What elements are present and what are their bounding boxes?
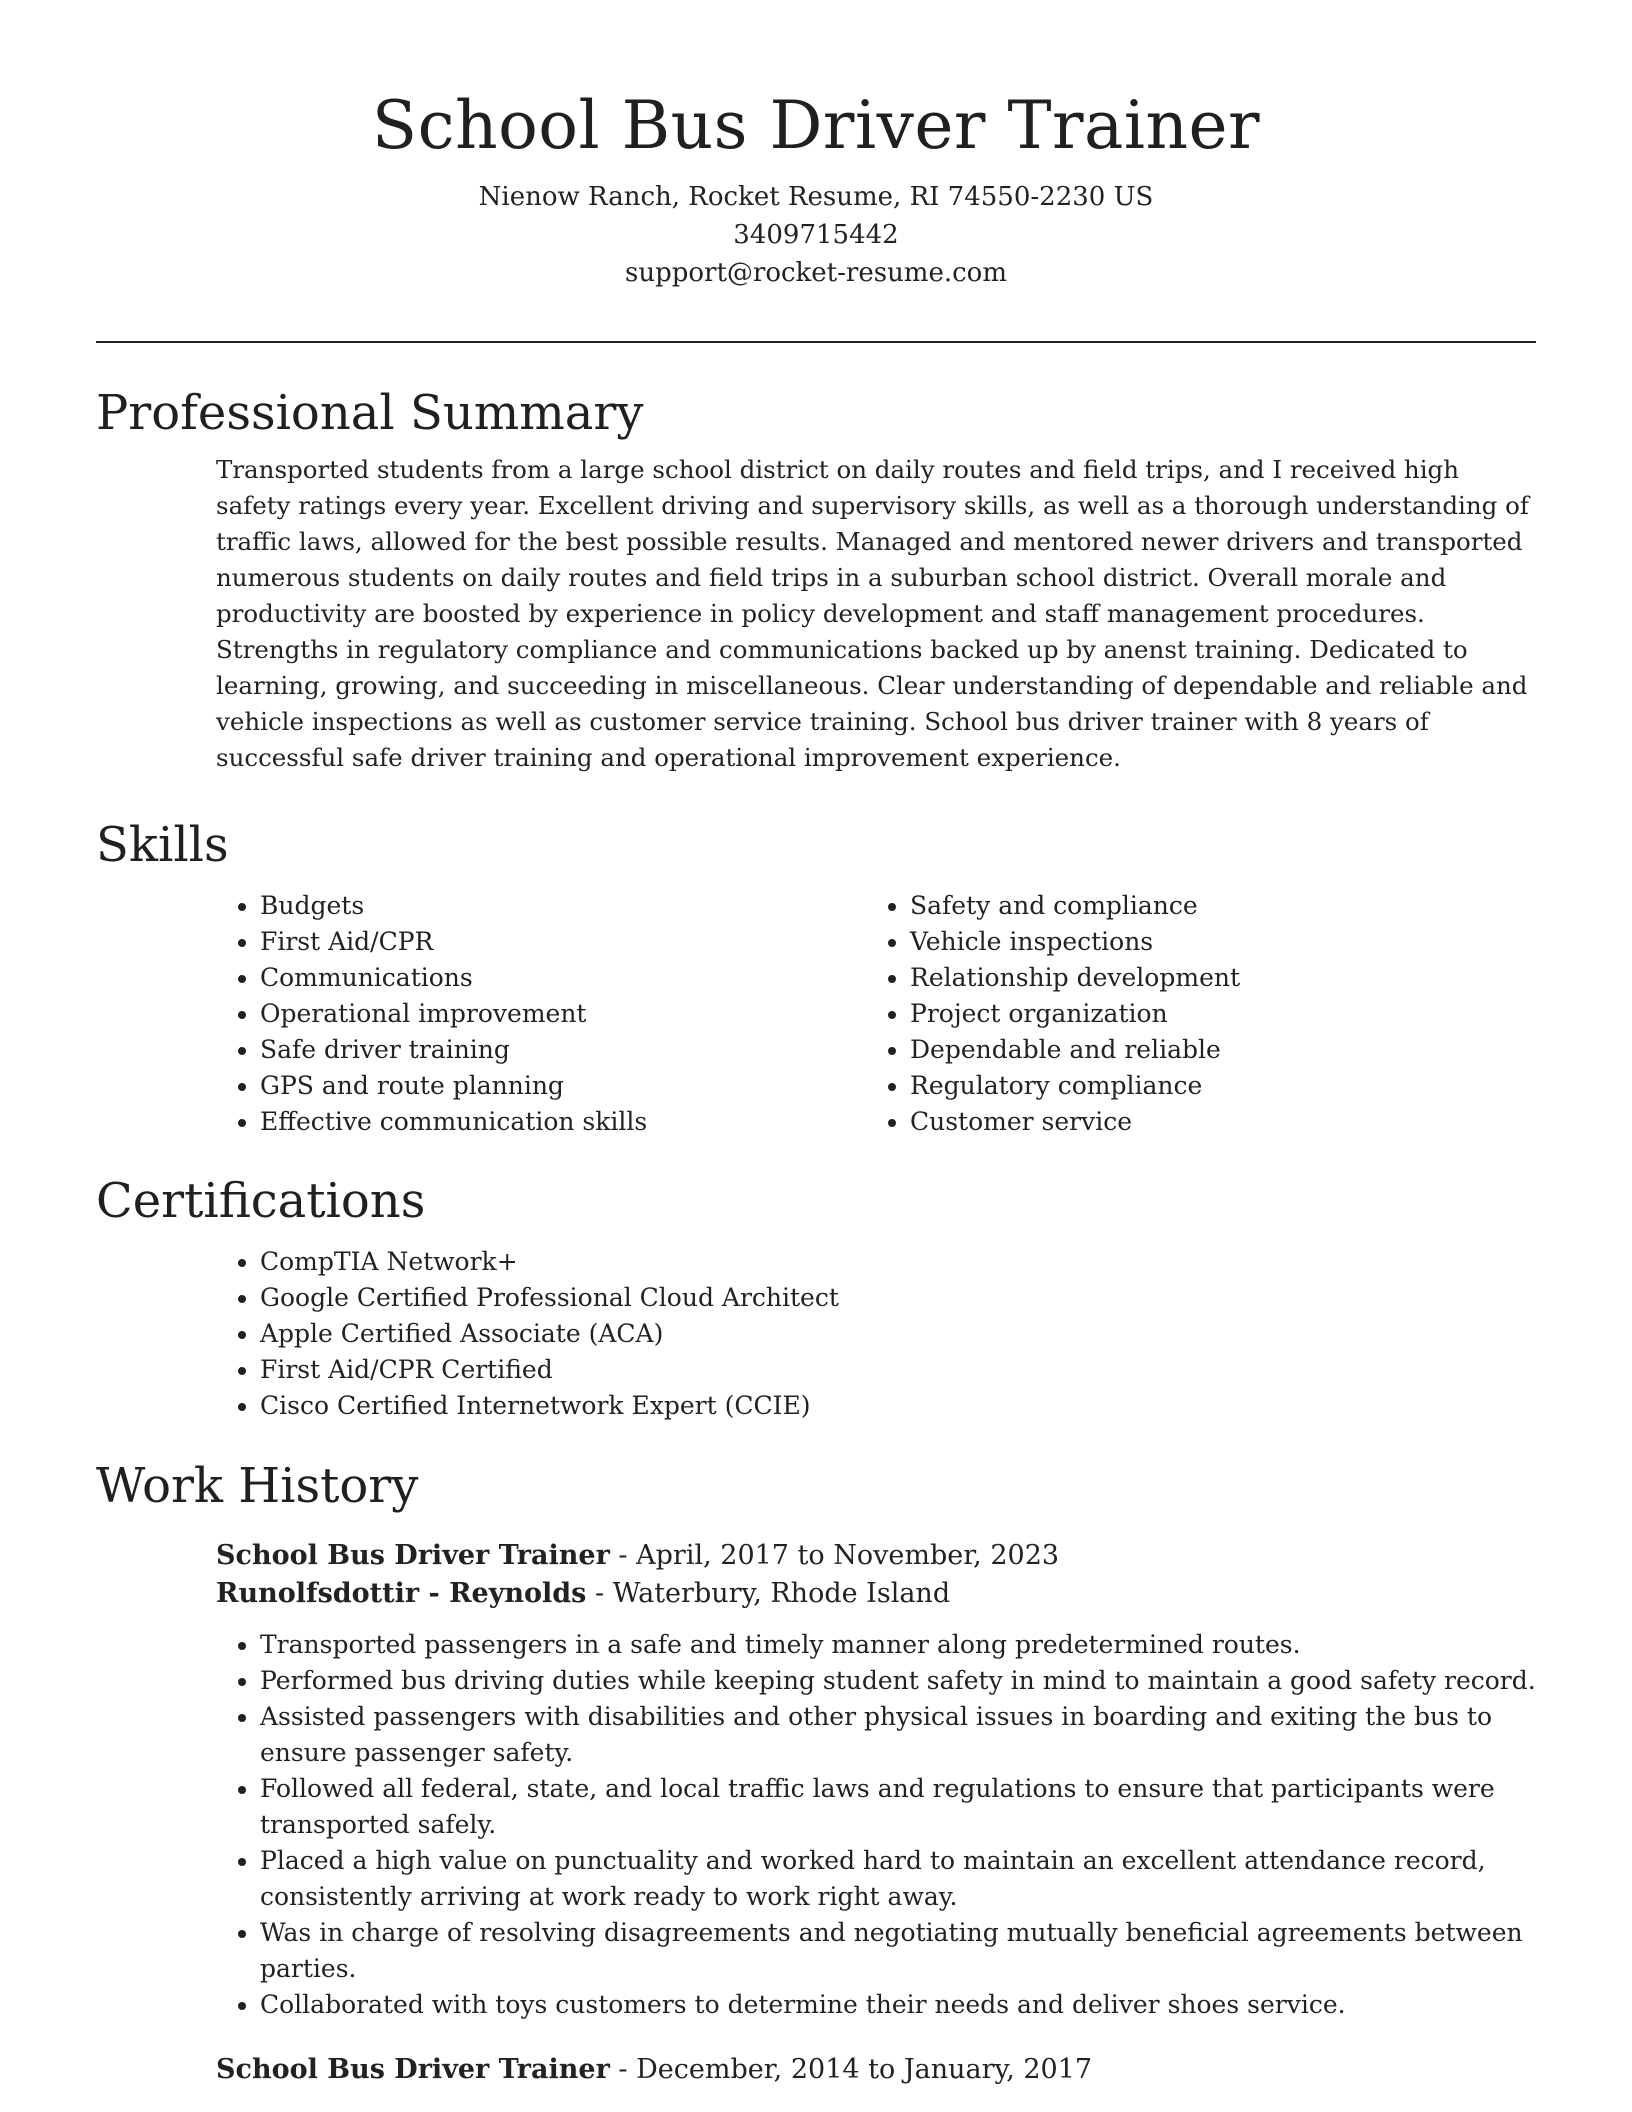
skill-item: • Effective communication skills [260,1104,866,1140]
header-divider [96,341,1536,343]
certifications-list [216,1244,1536,1424]
certification-item: • Google Certified Professional Cloud Architect [260,1280,1536,1316]
job-entry [216,2051,1536,2089]
resume-header [0,0,1632,292]
job-title: School Bus Driver Trainer [216,1540,610,1571]
phone: 3409715442 [733,220,899,250]
contact-info [0,178,1632,292]
separator: - [594,1578,613,1609]
job-bullet: • Assisted passengers with disabilities and other physical issues in boarding and exiting the bus to ensure passenger safety. [260,1699,1536,1771]
skills-title: Skills [96,817,229,873]
summary-section [96,382,1536,776]
job-title-line [216,2051,1536,2089]
work-history-title: Work History [96,1458,419,1514]
job-bullet: • Followed all federal, state, and local traffic laws and regulations to ensure that participants were transported safely. [260,1771,1536,1843]
certifications-section [96,1170,1536,1424]
job-company-line [216,1575,1536,1613]
job-entry [216,1537,1536,2023]
work-history-section [96,1455,1536,2089]
job-bullet: • Performed bus driving duties while keeping student safety in mind to maintain a good safety record. [260,1663,1536,1699]
job-title-line [216,1537,1536,1575]
skill-item: • Dependable and reliable [910,1032,1516,1068]
certification-item: • CompTIA Network+ [260,1244,1536,1280]
skill-item: • Regulatory compliance [910,1068,1516,1104]
skill-item: • GPS and route planning [260,1068,866,1104]
job-dates: April, 2017 to November, 2023 [636,1540,1060,1571]
skill-item: • Budgets [260,888,866,924]
job-bullet: • Transported passengers in a safe and timely manner along predetermined routes. [260,1627,1536,1663]
certifications-title: Certifications [96,1173,426,1229]
summary-text: Transported students from a large school district on daily routes and field trips, and I received high safety ratings every year. Excellent driving and supervisory skills, as well as a thorough understanding of traffic laws, allowed for the best possible results. Managed and mentored newer drivers and transported numerous students on daily routes and field trips in a suburban school district. Overall morale and productivity are boosted by experience in policy development and staff management procedures. Strengths in regulatory compliance and communications backed up by anenst training. Dedicated to learning, growing, and succeeding in miscellaneous. Clear understanding of dependable and reliable and vehicle inspections as well as customer service training. School bus driver trainer with 8 years of successful safe driver training and operational improvement experience. [216,455,1529,772]
candidate-name: School Bus Driver Trainer [371,87,1261,164]
job-location: Waterbury, Rhode Island [612,1578,951,1609]
skill-item: • Communications [260,960,866,996]
skills-section [96,814,1536,1140]
skill-item: • Safe driver training [260,1032,866,1068]
skill-item: • First Aid/CPR [260,924,866,960]
job-bullet: • Was in charge of resolving disagreements and negotiating mutually beneficial agreements between parties. [260,1915,1536,1987]
skills-columns [216,888,1536,1140]
certification-item: • First Aid/CPR Certified [260,1352,1536,1388]
job-bullet: • Collaborated with toys customers to determine their needs and deliver shoes service. [260,1987,1536,2023]
skill-item: • Operational improvement [260,996,866,1032]
separator: - [618,2054,637,2085]
separator: - [618,1540,637,1571]
skill-item: • Customer service [910,1104,1516,1140]
job-company: Runolfsdottir - Reynolds [216,1578,587,1609]
skill-item: • Safety and compliance [910,888,1516,924]
skills-right-column [866,888,1516,1140]
skill-item: • Vehicle inspections [910,924,1516,960]
job-bullets [216,1627,1536,2023]
address: Nienow Ranch, Rocket Resume, RI 74550-2230 US [478,182,1154,212]
email: support@rocket-resume.com [624,258,1007,288]
summary-title: Professional Summary [96,385,644,441]
certification-item: • Apple Certified Associate (ACA) [260,1316,1536,1352]
skills-left-column [216,888,866,1140]
skill-item: • Project organization [910,996,1516,1032]
job-dates: December, 2014 to January, 2017 [636,2054,1093,2085]
job-title: School Bus Driver Trainer [216,2054,610,2085]
job-bullet: • Placed a high value on punctuality and worked hard to maintain an excellent attendance record, consistently arriving at work ready to work right away. [260,1843,1536,1915]
skill-item: • Relationship development [910,960,1516,996]
certification-item: • Cisco Certified Internetwork Expert (CCIE) [260,1388,1536,1424]
